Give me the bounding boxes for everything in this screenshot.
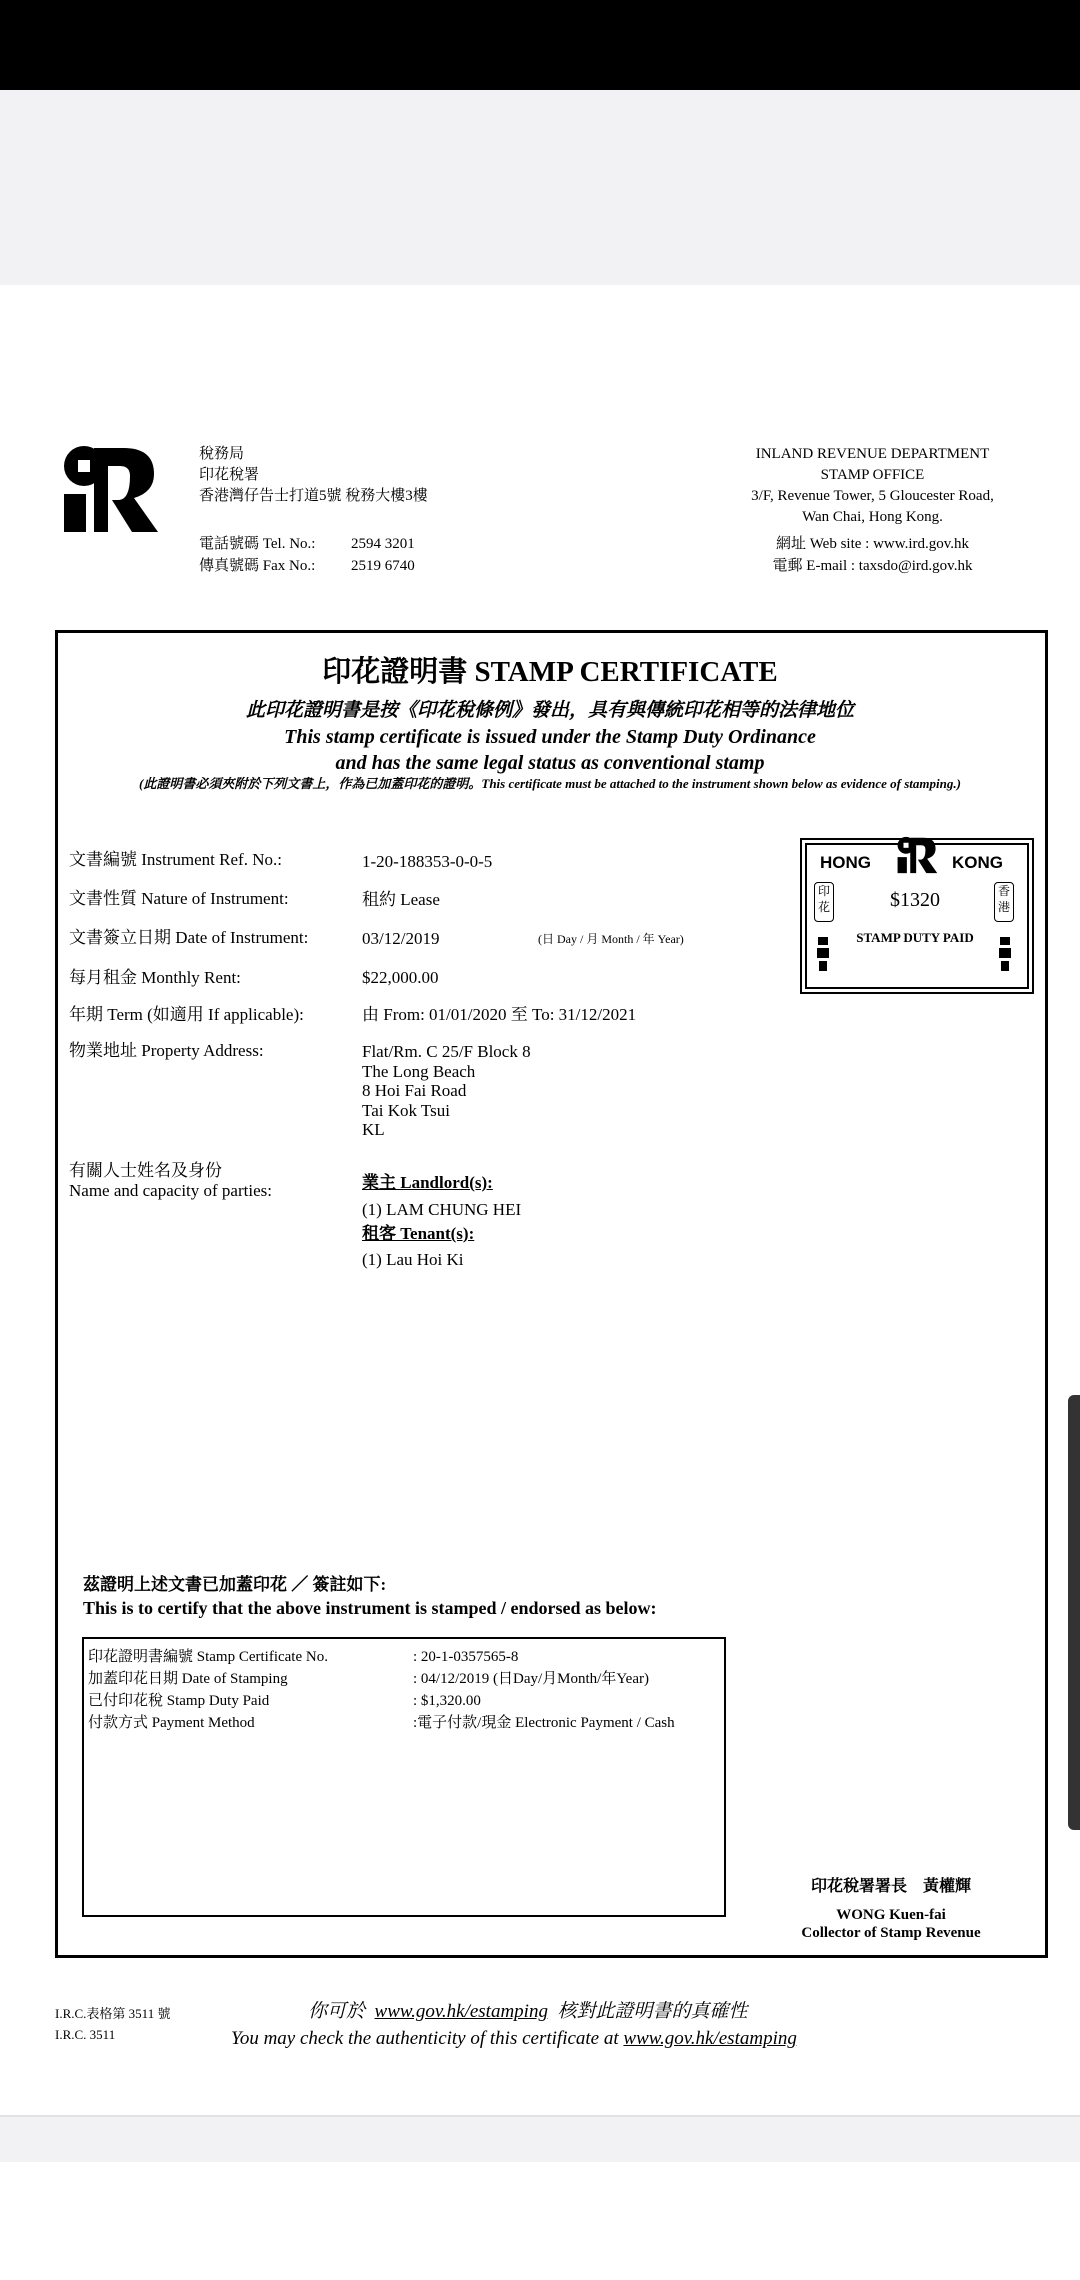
- email: 電郵 E-mail : taxsdo@ird.gov.hk: [772, 558, 973, 574]
- tenant-heading: 租客 Tenant(s):: [362, 1224, 475, 1243]
- endorse-value: : 20-1-0357565-8: [413, 1649, 519, 1665]
- viewer-top-band: [0, 90, 1080, 285]
- address-en-line2: Wan Chai, Hong Kong.: [802, 509, 943, 525]
- parties-label-en: Name and capacity of parties:: [69, 1181, 272, 1200]
- nature-value: 租約 Lease: [362, 890, 440, 909]
- ref-value: 1-20-188353-0-0-5: [362, 852, 493, 871]
- endorse-value: : 04/12/2019 (日Day/月Month/年Year): [413, 1671, 649, 1687]
- stamp-word-left: HONG: [820, 853, 871, 872]
- ird-logo-icon: [60, 444, 160, 534]
- endorse-label: 印花證明書編號 Stamp Certificate No.: [88, 1649, 328, 1665]
- subtitle-en-line1: This stamp certificate is issued under the Stamp Duty Ordinance: [284, 726, 816, 748]
- check-line-en: [231, 2027, 797, 2050]
- address-line: 8 Hoi Fai Road: [362, 1081, 467, 1100]
- nature-label: 文書性質 Nature of Instrument:: [69, 889, 289, 908]
- endorse-heading-en: This is to certify that the above instrument is stamped / endorsed as below:: [83, 1598, 657, 1618]
- address-label: 物業地址 Property Address:: [69, 1041, 264, 1060]
- check-text-en-pre: You may check the authenticity of this certificate at: [231, 2028, 619, 2049]
- fax-value: 2519 6740: [351, 558, 415, 574]
- term-label: 年期 Term (如適用 If applicable):: [69, 1005, 304, 1024]
- date-format-hint: (日 Day / 月 Month / 年 Year): [538, 932, 684, 946]
- address-en-line1: 3/F, Revenue Tower, 5 Gloucester Road,: [751, 488, 994, 504]
- ref-label: 文書編號 Instrument Ref. No.:: [69, 850, 282, 869]
- subtitle-zh: 此印花證明書是按《印花稅條例》發出，具有與傳統印花相等的法律地位: [245, 700, 854, 721]
- stamp-word-right: KONG: [952, 853, 1003, 872]
- endorse-label: 加蓋印花日期 Date of Stamping: [88, 1671, 288, 1687]
- endorse-label: 已付印花稅 Stamp Duty Paid: [88, 1693, 270, 1709]
- tel-label: 電話號碼 Tel. No.:: [199, 536, 316, 552]
- fax-label: 傳真號碼 Fax No.:: [199, 558, 316, 574]
- rent-label: 每月租金 Monthly Rent:: [69, 968, 241, 987]
- estamping-link[interactable]: www.gov.hk/estamping: [623, 2028, 797, 2049]
- attachment-note: (此證明書必須夾附於下列文書上，作為已加蓋印花的證明。This certificate must be attached to the instrument shown below as evidence of stamping.): [139, 776, 961, 791]
- rent-value: $22,000.00: [362, 968, 439, 987]
- stamp-ornament-icon: [816, 936, 830, 972]
- office-name-zh: 印花稅署: [199, 467, 260, 483]
- address-line: KL: [362, 1120, 385, 1139]
- tel-value: 2594 3201: [351, 536, 415, 552]
- collector-title: Collector of Stamp Revenue: [801, 1925, 981, 1941]
- viewer-bottom-band: [0, 2115, 1080, 2162]
- address-line: The Long Beach: [362, 1062, 476, 1081]
- website: 網址 Web site : www.ird.gov.hk: [775, 536, 970, 552]
- check-text-zh-pre: 你可於: [308, 2001, 366, 2022]
- stamp-ornament-icon: [998, 936, 1012, 972]
- endorse-heading-zh: 茲證明上述文書已加蓋印花 ／ 簽註如下:: [83, 1575, 387, 1594]
- scroll-handle[interactable]: [1068, 1395, 1080, 1830]
- date-value: 03/12/2019: [362, 929, 440, 948]
- subtitle-en-line2: and has the same legal status as conventional stamp: [335, 752, 765, 774]
- stamp-caption: STAMP DUTY PAID: [856, 930, 974, 945]
- stamp-side-left: 印花: [814, 882, 834, 922]
- parties-label-zh: 有關人士姓名及身份: [69, 1161, 222, 1180]
- form-number-zh: I.R.C.表格第 3511 號: [55, 2006, 171, 2021]
- dept-name-en: INLAND REVENUE DEPARTMENT: [755, 446, 990, 462]
- endorse-label: 付款方式 Payment Method: [88, 1715, 255, 1731]
- collector-name-en: WONG Kuen-fai: [836, 1907, 946, 1923]
- address-line: Tai Kok Tsui: [362, 1101, 450, 1120]
- certificate-title: 印花證明書 STAMP CERTIFICATE: [322, 656, 778, 688]
- tenant-name: (1) Lau Hoi Ki: [362, 1250, 464, 1269]
- collector-name-zh: 印花稅署署長 黃權輝: [810, 1878, 971, 1895]
- estamping-link[interactable]: www.gov.hk/estamping: [374, 2001, 548, 2022]
- address-zh: 香港灣仔告士打道5號 稅務大樓3樓: [199, 488, 428, 504]
- stamp-amount: $1320: [890, 889, 940, 911]
- endorse-value: : $1,320.00: [413, 1693, 481, 1709]
- dept-name-zh: 稅務局: [199, 446, 245, 462]
- office-name-en: STAMP OFFICE: [820, 467, 925, 483]
- landlord-heading: 業主 Landlord(s):: [362, 1173, 493, 1192]
- stamp-side-right: 香港: [994, 882, 1014, 922]
- endorse-value: :電子付款/現金 Electronic Payment / Cash: [413, 1715, 675, 1731]
- form-number-en: I.R.C. 3511: [55, 2027, 116, 2042]
- status-bar: [0, 0, 1080, 90]
- landlord-name: (1) LAM CHUNG HEI: [362, 1200, 522, 1219]
- check-text-zh-post: 核對此證明書的真確性: [557, 2001, 748, 2022]
- address-line: Flat/Rm. C 25/F Block 8: [362, 1042, 531, 1061]
- term-value: 由 From: 01/01/2020 至 To: 31/12/2021: [362, 1005, 637, 1024]
- check-line-zh: [308, 2000, 747, 2023]
- date-label: 文書簽立日期 Date of Instrument:: [69, 928, 309, 947]
- stamp-ird-logo-icon: [895, 836, 939, 874]
